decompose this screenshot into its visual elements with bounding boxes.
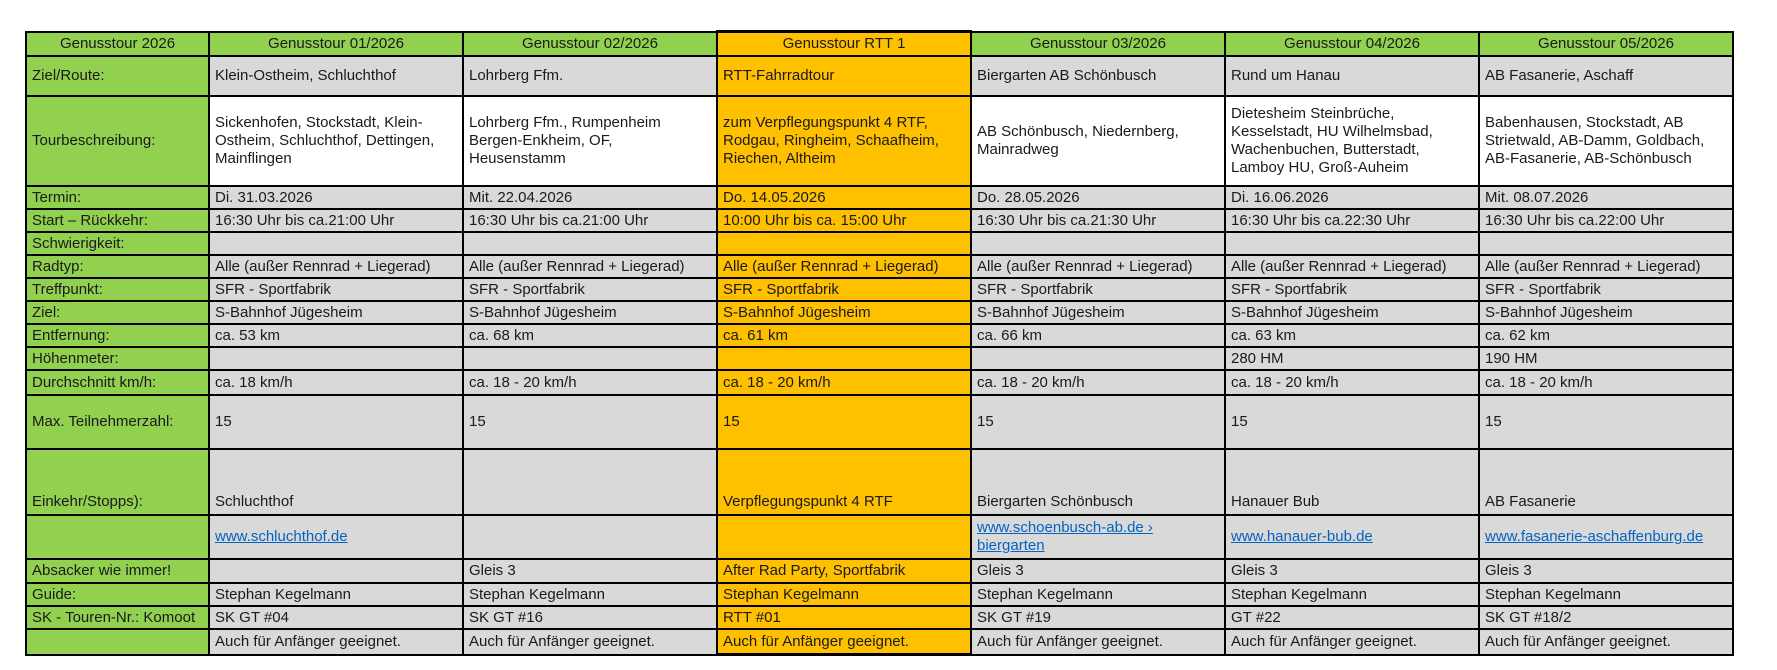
row-label: Max. Teilnehmerzahl: [26, 395, 209, 449]
table-cell [209, 347, 463, 370]
table-cell: Biergarten Schönbusch [971, 449, 1225, 515]
table-cell: SK GT #16 [463, 606, 717, 629]
table-cell [1479, 232, 1733, 255]
row-label: Entfernung: [26, 324, 209, 347]
table-cell [717, 347, 971, 370]
table-cell: 16:30 Uhr bis ca.21:00 Uhr [209, 209, 463, 232]
row-label: Schwierigkeit: [26, 232, 209, 255]
table-cell [209, 232, 463, 255]
table-cell: Gleis 3 [971, 559, 1225, 583]
row-label: Start – Rückkehr: [26, 209, 209, 232]
table-cell: Do. 14.05.2026 [717, 186, 971, 209]
table-cell: Stephan Kegelmann [971, 583, 1225, 606]
table-cell: 16:30 Uhr bis ca.21:30 Uhr [971, 209, 1225, 232]
table-cell: AB Schönbusch, Niedernberg, Mainradweg [971, 96, 1225, 186]
table-cell: RTT #01 [717, 606, 971, 629]
table-cell: Klein-Ostheim, Schluchthof [209, 56, 463, 96]
table-row [26, 278, 1733, 301]
table-cell: Stephan Kegelmann [1479, 583, 1733, 606]
table-cell: Dietesheim Steinbrüche, Kesselstadt, HU Wilhelmsbad, Wachenbuchen, Butterstadt, Lamboy HU, Groß-Auheim [1225, 96, 1479, 186]
table-cell: Biergarten AB Schönbusch [971, 56, 1225, 96]
table-cell: ca. 53 km [209, 324, 463, 347]
row-label: Durchschnitt km/h: [26, 370, 209, 395]
row-label: Termin: [26, 186, 209, 209]
table-cell: AB Fasanerie, Aschaff [1479, 56, 1733, 96]
table-cell: Stephan Kegelmann [209, 583, 463, 606]
table-cell: 15 [1479, 395, 1733, 449]
table-cell: Gleis 3 [463, 559, 717, 583]
table-cell: Stephan Kegelmann [717, 583, 971, 606]
table-row [26, 255, 1733, 278]
table-cell: Alle (außer Rennrad + Liegerad) [971, 255, 1225, 278]
table-cell [463, 232, 717, 255]
table-cell: ca. 18 - 20 km/h [463, 370, 717, 395]
table-cell: GT #22 [1225, 606, 1479, 629]
table-cell: Hanauer Bub [1225, 449, 1479, 515]
tour-table [25, 30, 1734, 656]
table-row [26, 324, 1733, 347]
table-cell: 15 [971, 395, 1225, 449]
table-cell: Schluchthof [209, 449, 463, 515]
table-cell: ca. 18 - 20 km/h [717, 370, 971, 395]
table-cell [209, 515, 463, 559]
table-cell: SFR - Sportfabrik [1225, 278, 1479, 301]
tour-plan-sheet [25, 30, 1734, 656]
table-cell: zum Verpflegungspunkt 4 RTF, Rodgau, Ringheim, Schaafheim, Riechen, Altheim [717, 96, 971, 186]
table-cell: ca. 63 km [1225, 324, 1479, 347]
table-cell: Alle (außer Rennrad + Liegerad) [717, 255, 971, 278]
table-cell: ca. 66 km [971, 324, 1225, 347]
table-cell: Rund um Hanau [1225, 56, 1479, 96]
tour-table-body [26, 32, 1733, 655]
table-cell: AB Fasanerie [1479, 449, 1733, 515]
row-label: Radtyp: [26, 255, 209, 278]
column-header: Genusstour RTT 1 [717, 32, 971, 57]
table-cell: Do. 28.05.2026 [971, 186, 1225, 209]
column-header: Genusstour 05/2026 [1479, 32, 1733, 57]
link[interactable]: www.hanauer-bub.de [1231, 528, 1373, 545]
column-header: Genusstour 2026 [26, 32, 209, 57]
table-cell: SK GT #04 [209, 606, 463, 629]
table-cell: Lohrberg Ffm. [463, 56, 717, 96]
table-cell: SK GT #18/2 [1479, 606, 1733, 629]
table-cell: 16:30 Uhr bis ca.22:00 Uhr [1479, 209, 1733, 232]
row-label: Tourbeschreibung: [26, 96, 209, 186]
table-row [26, 583, 1733, 606]
table-cell: S-Bahnhof Jügesheim [1479, 301, 1733, 324]
table-header-row [26, 32, 1733, 57]
table-cell: SFR - Sportfabrik [1479, 278, 1733, 301]
table-cell [971, 515, 1225, 559]
table-cell: After Rad Party, Sportfabrik [717, 559, 971, 583]
table-cell: RTT-Fahrradtour [717, 56, 971, 96]
row-label [26, 515, 209, 559]
table-cell: S-Bahnhof Jügesheim [717, 301, 971, 324]
table-cell: Auch für Anfänger geeignet. [1225, 629, 1479, 655]
table-cell [717, 515, 971, 559]
table-cell: 15 [1225, 395, 1479, 449]
table-cell: Alle (außer Rennrad + Liegerad) [463, 255, 717, 278]
table-row [26, 56, 1733, 96]
table-cell: Mit. 22.04.2026 [463, 186, 717, 209]
table-cell: ca. 62 km [1479, 324, 1733, 347]
table-cell: Di. 31.03.2026 [209, 186, 463, 209]
table-cell: 10:00 Uhr bis ca. 15:00 Uhr [717, 209, 971, 232]
table-cell: S-Bahnhof Jügesheim [971, 301, 1225, 324]
link[interactable]: www.schoenbusch-ab.de › biergarten [977, 519, 1153, 554]
table-cell: ca. 61 km [717, 324, 971, 347]
table-cell [463, 515, 717, 559]
table-row [26, 232, 1733, 255]
table-cell: 280 HM [1225, 347, 1479, 370]
table-cell: SK GT #19 [971, 606, 1225, 629]
table-cell: Auch für Anfänger geeignet. [209, 629, 463, 655]
table-cell [1225, 515, 1479, 559]
table-cell: S-Bahnhof Jügesheim [463, 301, 717, 324]
table-cell: Auch für Anfänger geeignet. [717, 629, 971, 655]
table-cell: ca. 68 km [463, 324, 717, 347]
table-cell [971, 347, 1225, 370]
column-header: Genusstour 01/2026 [209, 32, 463, 57]
table-cell: 15 [209, 395, 463, 449]
table-cell: Babenhausen, Stockstadt, AB Strietwald, AB-Damm, Goldbach, AB-Fasanerie, AB-Schönbusch [1479, 96, 1733, 186]
table-cell: Alle (außer Rennrad + Liegerad) [209, 255, 463, 278]
table-cell [1225, 232, 1479, 255]
table-row [26, 186, 1733, 209]
table-cell: 190 HM [1479, 347, 1733, 370]
table-row [26, 606, 1733, 629]
row-label [26, 629, 209, 655]
column-header: Genusstour 03/2026 [971, 32, 1225, 57]
table-row [26, 449, 1733, 515]
table-cell: Alle (außer Rennrad + Liegerad) [1479, 255, 1733, 278]
table-cell [717, 232, 971, 255]
table-row [26, 347, 1733, 370]
table-row [26, 559, 1733, 583]
table-cell [209, 559, 463, 583]
table-cell: 15 [717, 395, 971, 449]
table-cell [1479, 515, 1733, 559]
column-header: Genusstour 02/2026 [463, 32, 717, 57]
link[interactable]: www.schluchthof.de [215, 528, 348, 545]
row-label: Treffpunkt: [26, 278, 209, 301]
row-label: SK - Touren-Nr.: Komoot [26, 606, 209, 629]
table-cell: 16:30 Uhr bis ca.22:30 Uhr [1225, 209, 1479, 232]
table-cell: Stephan Kegelmann [1225, 583, 1479, 606]
row-label: Ziel: [26, 301, 209, 324]
link[interactable]: www.fasanerie-aschaffenburg.de [1485, 528, 1704, 545]
table-cell: Alle (außer Rennrad + Liegerad) [1225, 255, 1479, 278]
table-row [26, 370, 1733, 395]
table-cell: 15 [463, 395, 717, 449]
table-cell: Mit. 08.07.2026 [1479, 186, 1733, 209]
column-header: Genusstour 04/2026 [1225, 32, 1479, 57]
table-cell: Sickenhofen, Stockstadt, Klein-Ostheim, Schluchthof, Dettingen, Mainflingen [209, 96, 463, 186]
table-cell [971, 232, 1225, 255]
table-cell: Verpflegungspunkt 4 RTF [717, 449, 971, 515]
table-cell [463, 347, 717, 370]
row-label: Absacker wie immer! [26, 559, 209, 583]
row-label: Höhenmeter: [26, 347, 209, 370]
table-cell: ca. 18 - 20 km/h [1479, 370, 1733, 395]
table-row [26, 629, 1733, 655]
table-row [26, 96, 1733, 186]
table-row [26, 395, 1733, 449]
row-label: Ziel/Route: [26, 56, 209, 96]
table-cell: Gleis 3 [1225, 559, 1479, 583]
table-cell: SFR - Sportfabrik [717, 278, 971, 301]
table-cell: Auch für Anfänger geeignet. [971, 629, 1225, 655]
table-cell: Auch für Anfänger geeignet. [463, 629, 717, 655]
table-cell: Gleis 3 [1479, 559, 1733, 583]
table-cell: Auch für Anfänger geeignet. [1479, 629, 1733, 655]
table-cell: ca. 18 km/h [209, 370, 463, 395]
table-cell: SFR - Sportfabrik [463, 278, 717, 301]
table-row [26, 515, 1733, 559]
table-cell: 16:30 Uhr bis ca.21:00 Uhr [463, 209, 717, 232]
table-cell: ca. 18 - 20 km/h [1225, 370, 1479, 395]
table-row [26, 301, 1733, 324]
table-cell: S-Bahnhof Jügesheim [209, 301, 463, 324]
table-cell: SFR - Sportfabrik [209, 278, 463, 301]
table-cell: Lohrberg Ffm., Rumpenheim Bergen-Enkheim, OF, Heusenstamm [463, 96, 717, 186]
row-label: Einkehr/Stopps): [26, 449, 209, 515]
table-cell: Stephan Kegelmann [463, 583, 717, 606]
table-row [26, 209, 1733, 232]
row-label: Guide: [26, 583, 209, 606]
table-cell: ca. 18 - 20 km/h [971, 370, 1225, 395]
table-cell: SFR - Sportfabrik [971, 278, 1225, 301]
table-cell: S-Bahnhof Jügesheim [1225, 301, 1479, 324]
table-cell [463, 449, 717, 515]
table-cell: Di. 16.06.2026 [1225, 186, 1479, 209]
